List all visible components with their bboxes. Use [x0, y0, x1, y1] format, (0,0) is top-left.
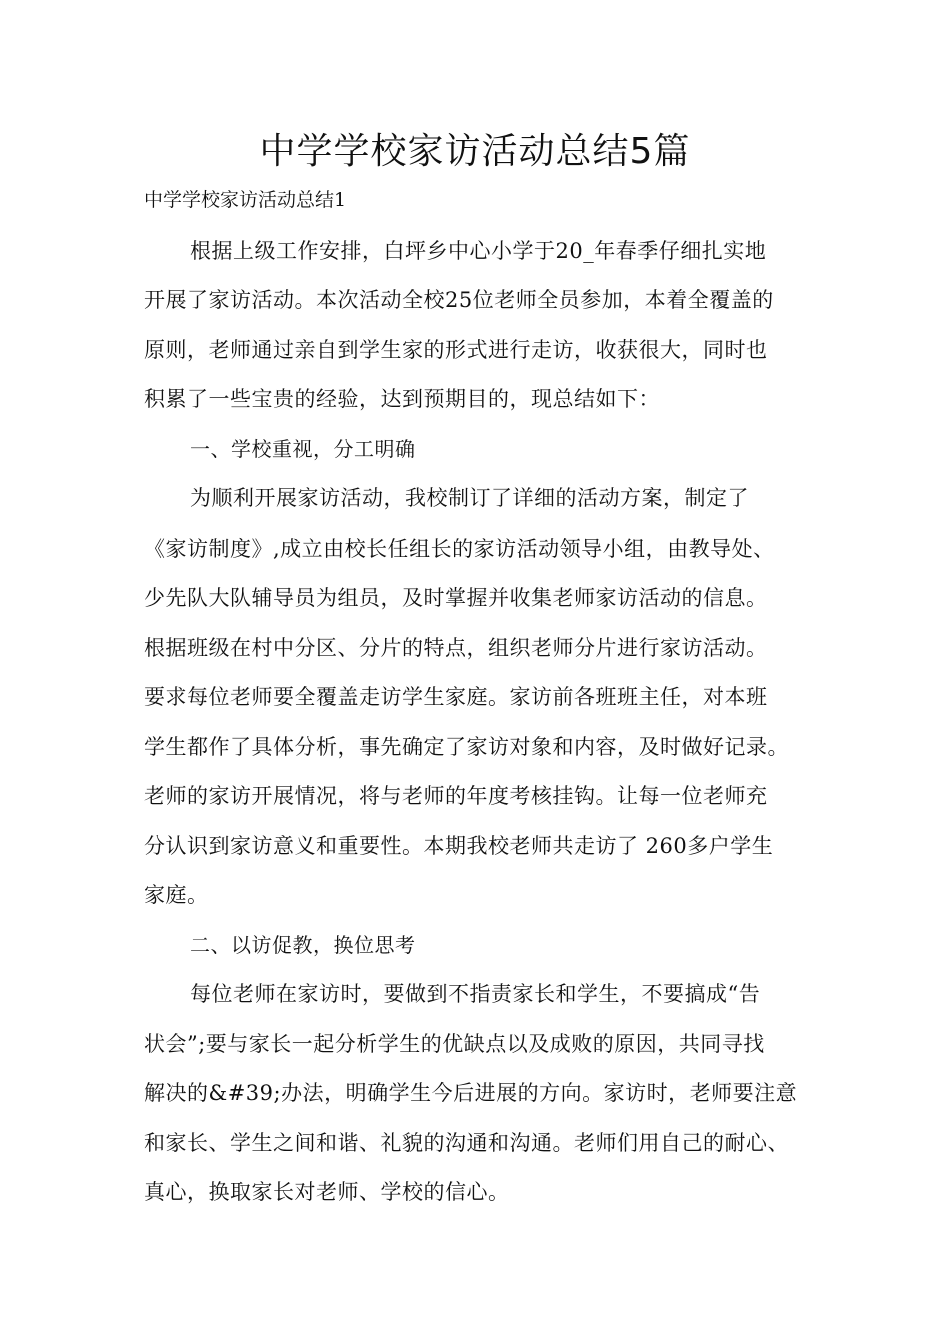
paragraph-line: 解决的&#39;办法，明确学生今后进展的方向。家访时，老师要注意 — [144, 1081, 798, 1105]
paragraph-line: 原则，老师通过亲自到学生家的形式进行走访，收获很大，同时也 — [144, 338, 768, 362]
paragraph-line: 老师的家访开展情况，将与老师的年度考核挂钩。让每一位老师充 — [144, 784, 768, 808]
paragraph-line: 根据班级在村中分区、分片的特点，组织老师分片进行家访活动。 — [144, 636, 768, 660]
paragraph-line: 要求每位老师要全覆盖走访学生家庭。家访前各班班主任，对本班 — [144, 685, 768, 709]
paragraph-line: 开展了家访活动。本次活动全校25位老师全员参加，本着全覆盖的 — [144, 288, 774, 312]
section-heading: 一、学校重视，分工明确 — [190, 437, 416, 461]
paragraph-line: 真心，换取家长对老师、学校的信心。 — [144, 1180, 510, 1204]
section-heading: 二、以访促教，换位思考 — [190, 933, 416, 957]
paragraph-line: 和家长、学生之间和谐、礼貌的沟通和沟通。老师们用自己的耐心、 — [144, 1131, 789, 1155]
paragraph-line: 根据上级工作安排，白坪乡中心小学于20_年春季仔细扎实地 — [190, 239, 767, 263]
paragraph-line: 学生都作了具体分析，事先确定了家访对象和内容，及时做好记录。 — [144, 735, 789, 759]
paragraph-line: 分认识到家访意义和重要性。本期我校老师共走访了 260多户学生 — [144, 834, 774, 858]
paragraph-line: 每位老师在家访时，要做到不指责家长和学生，不要搞成“告 — [190, 982, 761, 1006]
paragraph-line: 为顺利开展家访活动，我校制订了详细的活动方案，制定了 — [190, 486, 749, 510]
section-subtitle: 中学学校家访活动总结1 — [144, 189, 347, 211]
paragraph-line: 少先队大队辅导员为组员，及时掌握并收集老师家访活动的信息。 — [144, 586, 768, 610]
document-title: 中学学校家访活动总结5篇 — [259, 131, 691, 172]
paragraph-line: 《家访制度》,成立由校长任组长的家访活动领导小组，由教导处、 — [144, 537, 775, 561]
paragraph-line: 状会”;要与家长一起分析学生的优缺点以及成败的原因，共同寻找 — [144, 1032, 765, 1056]
paragraph-line: 家庭。 — [144, 883, 209, 907]
paragraph-line: 积累了一些宝贵的经验，达到预期目的，现总结如下： — [144, 387, 660, 411]
